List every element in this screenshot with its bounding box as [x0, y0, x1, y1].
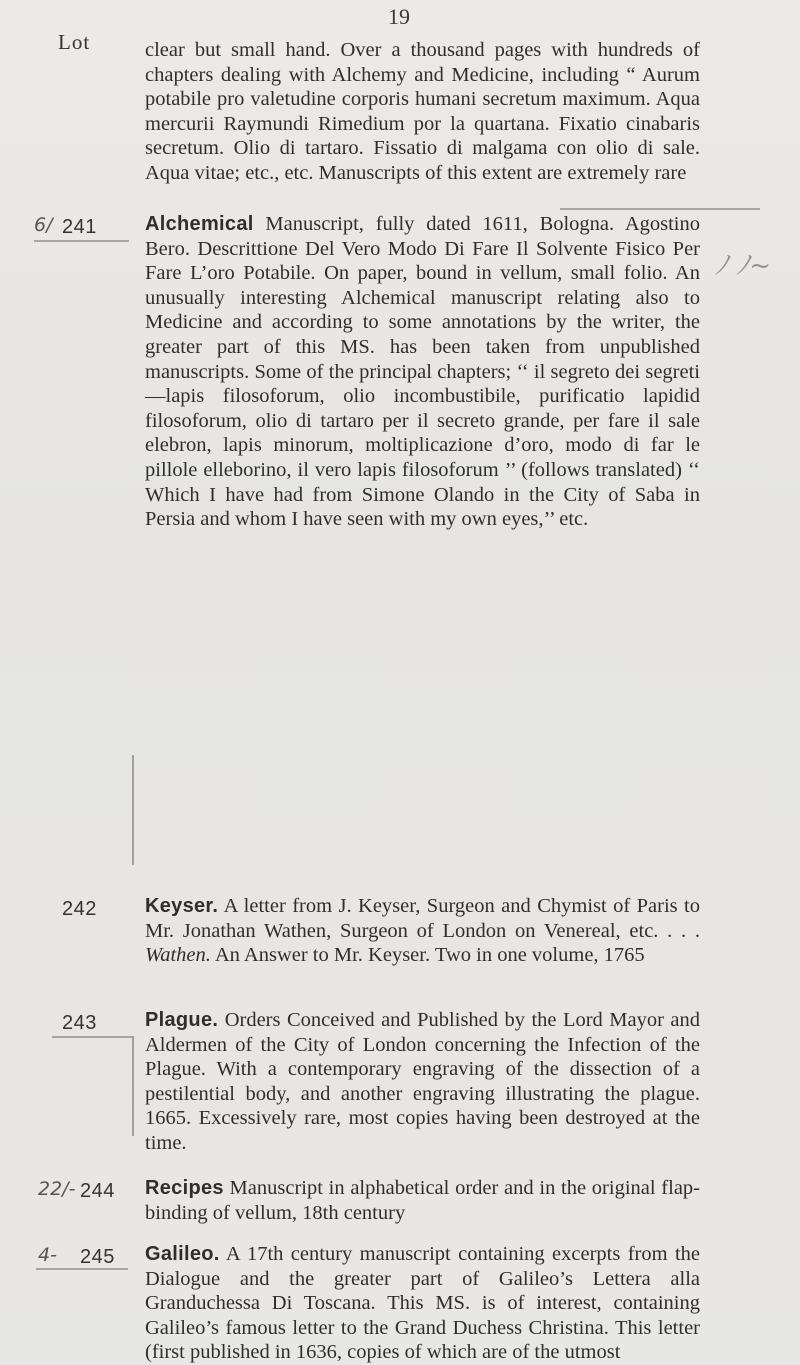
lot-244-entry: [145, 1176, 700, 1225]
pencil-mark: [132, 1036, 134, 1136]
lot-245-price: 4-: [38, 1244, 57, 1266]
lot-241-number: 241: [62, 216, 97, 238]
lot-241-entry: [145, 212, 700, 532]
pencil-mark: [132, 755, 134, 865]
lot-241-price: 6/: [34, 214, 53, 236]
handwritten-annotation: ﾉ ﾉ~: [715, 251, 772, 281]
lot-245-description: A 17th century manuscript containing excerpts from the Dialogue and the greater part of Galileo’s Lettera alla Granduchessa Di Toscana. This MS. is of interest, containing Galileo’s famous letter to the Grand Duchess Christina. This letter (first published in 1636, copies of which are of the utmost: [145, 1243, 701, 1364]
lot-245-entry: [145, 1242, 700, 1365]
lot-242-description-a: A letter from J. Keyser, Surgeon and Chymist of Paris to Mr. Jonathan Wathen, Surgeon of London on Venereal, etc. . . .: [145, 895, 700, 942]
lot-242-title: Keyser.: [145, 895, 219, 917]
lot-244-description: Manuscript in alphabetical order and in the original flap-binding of vellum, 18th century: [145, 1177, 700, 1224]
lot-245-number: 245: [80, 1246, 115, 1268]
lot-243-description: Orders Conceived and Published by the Lord Mayor and Aldermen of the City of London concerning the Infection of the Plague. With a contemporary engraving of the dissection of a pestilential body, and another engraving illustrating the plague. 1665. Excessively rare, most copies having been destroyed at the time.: [145, 1009, 700, 1154]
lot-243-title: Plague.: [145, 1009, 219, 1031]
pencil-mark: [36, 1268, 128, 1270]
lot-244-number: 244: [80, 1180, 115, 1202]
pencil-mark: [560, 208, 760, 210]
lot-241-title: Alchemical: [145, 213, 254, 235]
lot-243-number: 243: [62, 1012, 97, 1034]
lot-column-heading: Lot: [58, 30, 91, 54]
lot-244-title: Recipes: [145, 1177, 224, 1199]
lot-242-entry: [145, 894, 700, 968]
page-number: 19: [388, 4, 410, 29]
lot-242-number: 242: [62, 898, 97, 920]
pencil-mark: [52, 1036, 132, 1038]
lot-244-price: 22/-: [38, 1178, 76, 1200]
intro-continuation: clear but small hand. Over a thousand pages with hundreds of chapters dealing with Alchemy and Medicine, including “ Aurum potabile pro valetudine corporis humani secretum maximum. Aqua mercurii Raymundi Rimedium por la quartana. Fixatio cinabaris secretum. Olio di tartaro. Fissatio di malgama con olio di sale. Aqua vitae; etc., etc. Manuscripts of this extent are extremely rare: [145, 39, 700, 184]
lot-241-description: Manuscript, fully dated 1611, Bologna. Agostino Bero. Descrittione Del Vero Modo Di Fare Il Solvente Fisico Per Fare L’oro Potabile. On paper, bound in vellum, small folio. An unusually interesting Alchemical manuscript relating also to Medicine and according to some annotations by the writer, the greater part of this MS. has been taken from unpublished manuscripts. Some of the principal chapters; ‘‘ il segreto dei segreti—lapis filosoforum, olio incombustibile, purificatio lapidid filosoforum, olio di tartaro per il secreto grande, per fare il sale elebron, lapis minorum, moltiplicazione d’oro, modo di far le pillole elleborino, il vero lapis filosoforum ’’ (follows translated) ‘‘ Which I have had from Simone Olando in the City of Saba in Persia and whom I have seen with my own eyes,’’ etc.: [145, 213, 700, 531]
lot-243-entry: [145, 1008, 700, 1156]
lot-245-title: Galileo.: [145, 1243, 220, 1265]
lot-242-description-b: An Answer to Mr. Keyser. Two in one volume, 1765: [214, 944, 645, 967]
lot-242-author: Wathen.: [145, 944, 211, 967]
pencil-mark: [34, 240, 129, 242]
